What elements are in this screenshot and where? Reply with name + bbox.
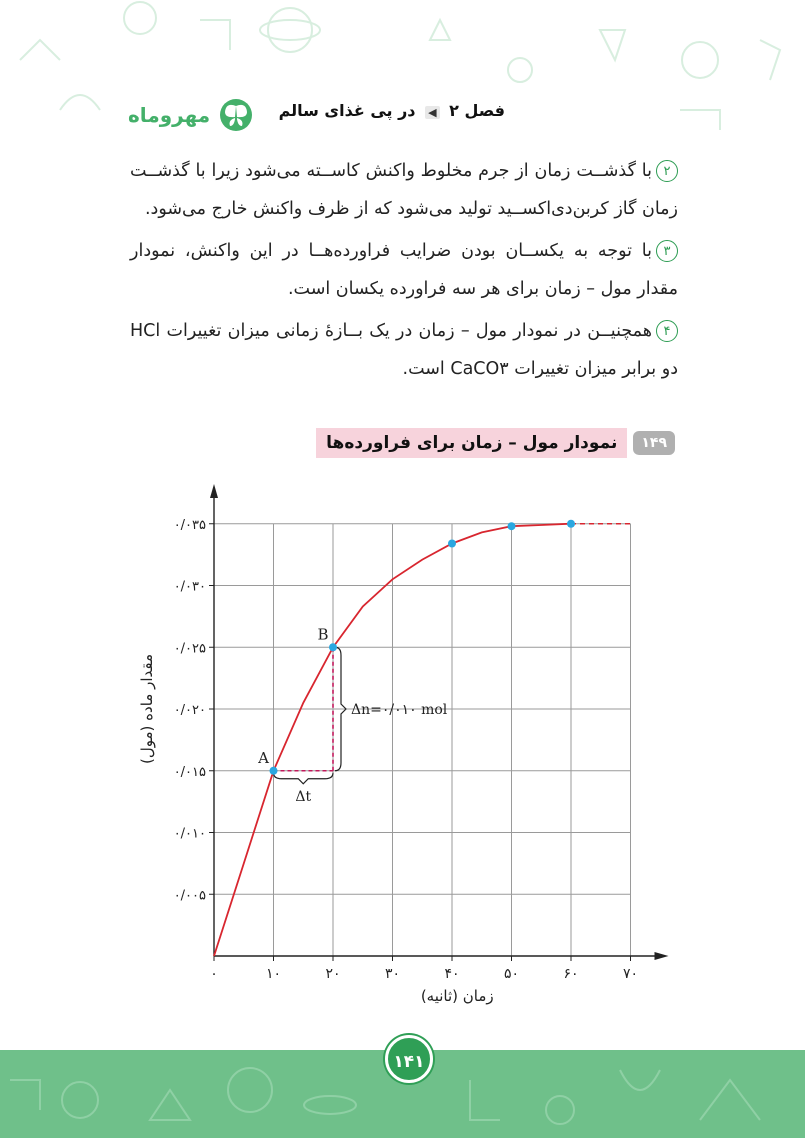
- x-tick-label: ۳۰: [384, 966, 401, 982]
- x-tick-label: ۷۰: [622, 966, 639, 982]
- x-tick-label: ۶۰: [563, 966, 579, 982]
- question-title: نمودار مول – زمان برای فراورده‌ها: [316, 428, 627, 458]
- y-tick-label: ۰/۰۰۵: [173, 888, 206, 904]
- x-tick-label: ۲۰: [325, 966, 341, 982]
- brand-name: مهروماه: [128, 103, 211, 127]
- chapter-title: در پی غذای سالم: [278, 101, 416, 120]
- y-tick-label: ۰/۰۱۰: [173, 826, 206, 842]
- y-tick-label: ۰/۰۳۰: [173, 579, 206, 595]
- delta-t-brace: [274, 773, 334, 784]
- x-axis-arrow-icon: [655, 952, 669, 960]
- y-tick-label: ۰/۰۲۰: [173, 703, 206, 718]
- x-tick-label: ۰: [210, 966, 218, 982]
- paragraph: [130, 152, 678, 228]
- x-tick-label: ۵۰: [503, 966, 520, 982]
- page-header: [0, 94, 805, 134]
- x-axis-label: زمان (ثانیه): [420, 987, 494, 1005]
- paragraph: [130, 232, 678, 308]
- y-axis-arrow-icon: [210, 484, 218, 498]
- answer-paragraphs: [130, 152, 678, 392]
- item-number: ۳: [656, 240, 678, 262]
- mol-time-chart: [0, 470, 805, 1030]
- y-tick-label: ۰/۰۲۵: [173, 641, 206, 657]
- arrow-left-icon: ◀: [425, 106, 439, 119]
- x-tick-label: ۱۰: [265, 966, 282, 982]
- point-a-label: A: [258, 748, 269, 767]
- delta-n-label: Δn=۰/۰۱۰ mol: [351, 702, 448, 718]
- chapter-heading: [279, 101, 505, 120]
- brand-logo: [128, 98, 256, 132]
- data-point-marker: [508, 522, 516, 530]
- data-point-marker: [329, 643, 337, 651]
- data-point-marker: [270, 767, 278, 775]
- point-b-label: B: [317, 625, 329, 644]
- chapter-label: فصل ۲: [449, 101, 505, 120]
- page-number: ۱۴۱: [385, 1035, 433, 1083]
- butterfly-icon: [216, 98, 256, 132]
- data-point-marker: [567, 520, 575, 528]
- y-tick-label: ۰/۰۳۵: [173, 517, 206, 533]
- question-number: ۱۴۹: [633, 431, 675, 455]
- x-tick-label: ۴۰: [444, 966, 460, 982]
- y-axis-label: مقدار ماده (مول): [138, 654, 156, 764]
- paragraph-text: همچنیــن در نمودار مول – زمان در یک بــازهٔ زمانی میزان تغییرات HCl دو برابر میزان تغییرات CaCO۳ است.: [130, 321, 678, 379]
- y-tick-label: ۰/۰۱۵: [173, 764, 206, 780]
- item-number: ۴: [656, 320, 678, 342]
- paragraph-text: با توجه به یکســان بودن ضرایب فراورده‌هــا در این واکنش، نمودار مقدار مول – زمان برای هر سه فراورده یکسان است.: [130, 241, 678, 299]
- data-point-marker: [448, 540, 456, 548]
- item-number: ۲: [656, 160, 678, 182]
- paragraph-text: با گذشــت زمان از جرم مخلوط واکنش کاســته می‌شود زیرا با گذشــت زمان گاز کربن‌دی‌اکســید تولید می‌شود که از ظرف واکنش خارج می‌شود.: [130, 161, 678, 219]
- delta-t-label: Δt: [295, 788, 312, 805]
- question-heading: [316, 428, 675, 458]
- paragraph: [130, 312, 678, 388]
